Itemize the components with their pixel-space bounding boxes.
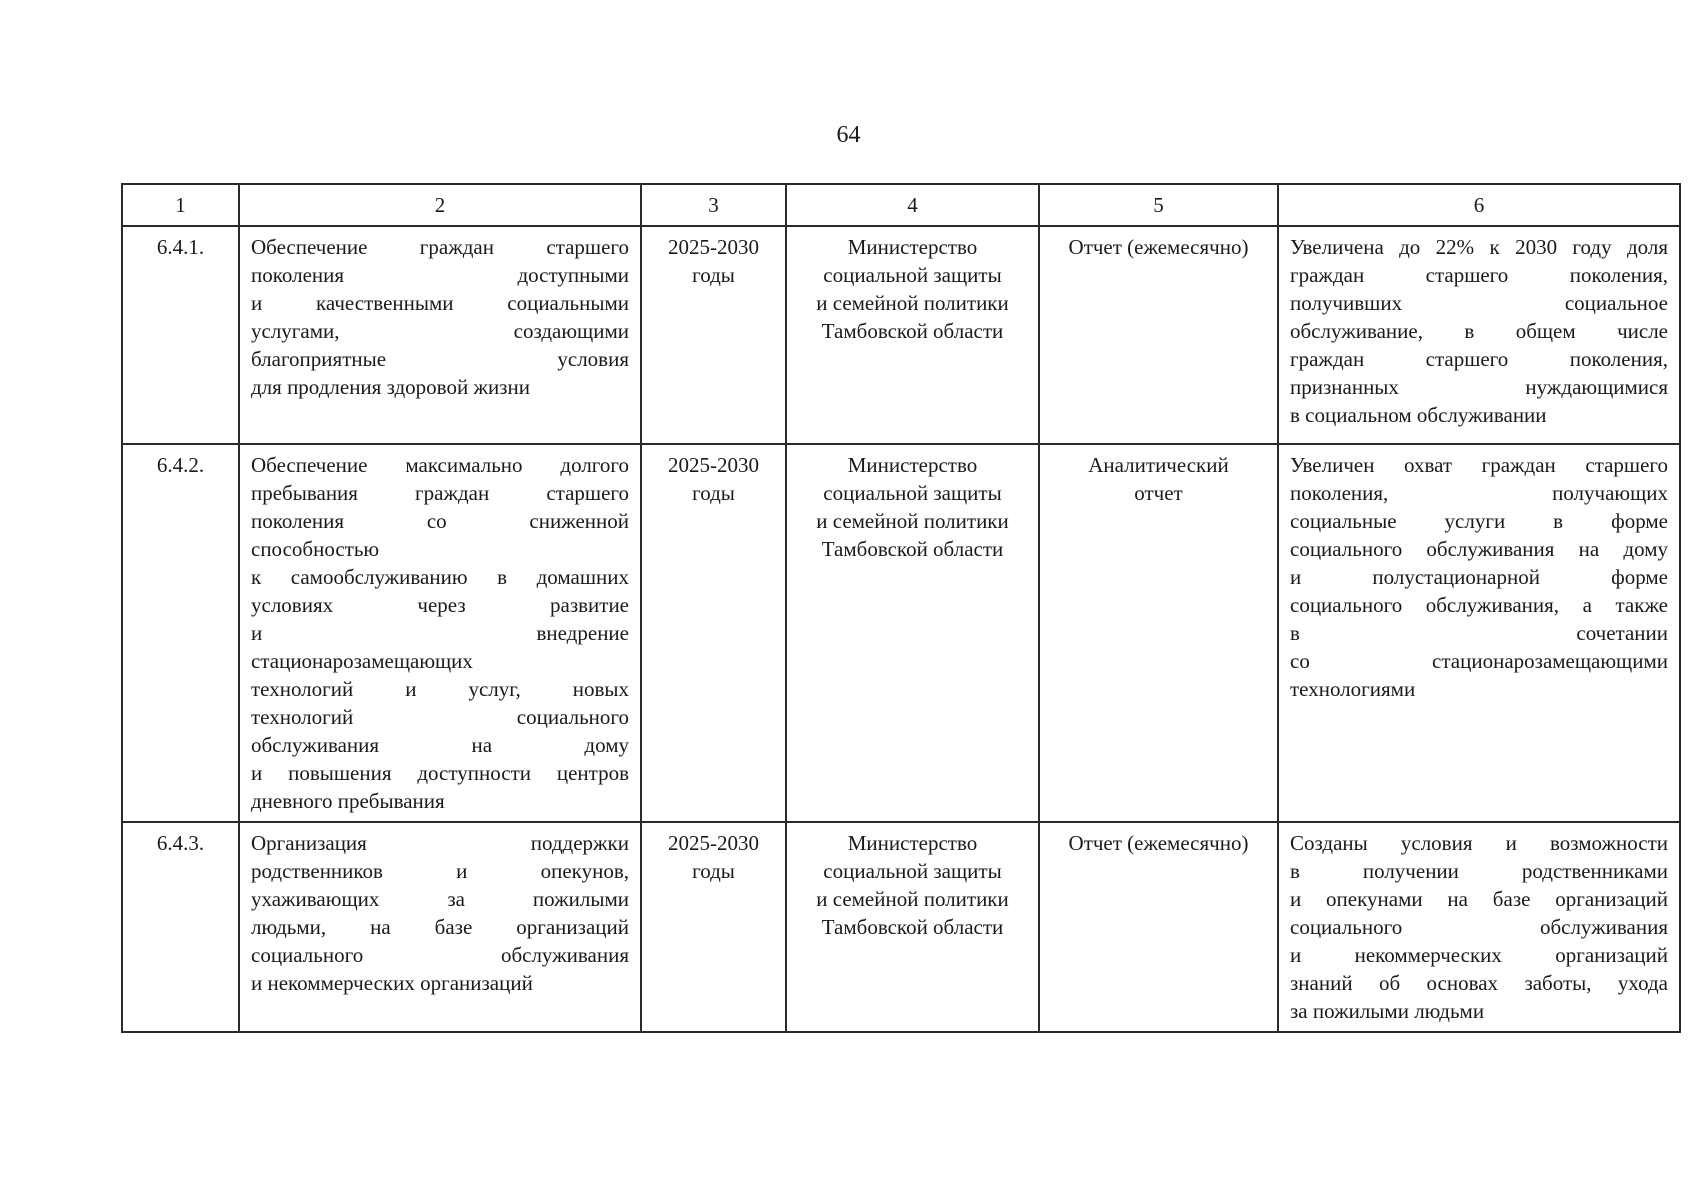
measure-description bbox=[239, 822, 641, 1032]
result-line: и некоммерческих организаций bbox=[1290, 943, 1668, 967]
result-line: знаний об основах заботы, ухода bbox=[1290, 971, 1668, 995]
result-line: за пожилыми людьми bbox=[1290, 999, 1485, 1023]
row-number: 6.4.1. bbox=[122, 226, 239, 444]
report-cell: Отчет (ежемесячно) bbox=[1039, 226, 1278, 444]
responsible-cell bbox=[786, 822, 1039, 1032]
result-line: и опекунами на базе организаций bbox=[1290, 887, 1668, 911]
column-header: 3 bbox=[641, 184, 786, 226]
period-line: годы bbox=[692, 859, 735, 883]
description-line: родственников и опекунов, bbox=[251, 859, 629, 883]
period-line: 2025-2030 bbox=[668, 831, 759, 855]
table-row bbox=[122, 822, 1680, 1032]
description-line: для продления здоровой жизни bbox=[251, 375, 530, 399]
report-cell: Отчет (ежемесячно) bbox=[1039, 822, 1278, 1032]
column-header: 5 bbox=[1039, 184, 1278, 226]
description-line: услугами, создающими bbox=[251, 319, 629, 343]
description-line: и повышения доступности центров bbox=[251, 761, 629, 785]
responsible-line: Министерство bbox=[847, 453, 978, 477]
period-line: 2025-2030 bbox=[668, 453, 759, 477]
result-line: поколения, получающих bbox=[1290, 481, 1668, 505]
result-line: признанных нуждающимися bbox=[1290, 375, 1668, 399]
description-line: благоприятные условия bbox=[251, 347, 629, 371]
responsible-line: Тамбовской области bbox=[821, 537, 1004, 561]
result-line: обслуживание, в общем числе bbox=[1290, 319, 1668, 343]
description-line: и некоммерческих организаций bbox=[251, 971, 533, 995]
result-cell bbox=[1278, 822, 1680, 1032]
report-line: отчет bbox=[1134, 481, 1183, 505]
description-line: и внедрение bbox=[251, 621, 629, 645]
responsible-line: Министерство bbox=[847, 235, 978, 259]
responsible-line: Тамбовской области bbox=[821, 915, 1004, 939]
column-header: 1 bbox=[122, 184, 239, 226]
column-header: 4 bbox=[786, 184, 1039, 226]
result-line: социальные услуги в форме bbox=[1290, 509, 1668, 533]
description-line: стационарозамещающих bbox=[251, 649, 473, 673]
description-line: технологий и услуг, новых bbox=[251, 677, 629, 701]
description-line: пребывания граждан старшего bbox=[251, 481, 629, 505]
result-line: в социальном обслуживании bbox=[1290, 403, 1547, 427]
period-line: 2025-2030 bbox=[668, 235, 759, 259]
result-line: Созданы условия и возможности bbox=[1290, 831, 1668, 855]
description-line: поколения доступными bbox=[251, 263, 629, 287]
description-line: людьми, на базе организаций bbox=[251, 915, 629, 939]
measures-table bbox=[121, 183, 1681, 1033]
column-header: 6 bbox=[1278, 184, 1680, 226]
description-line: технологий социального bbox=[251, 705, 629, 729]
description-line: Организация поддержки bbox=[251, 831, 629, 855]
period-cell bbox=[641, 444, 786, 822]
table-header-row bbox=[122, 184, 1680, 226]
page-number: 64 bbox=[836, 122, 861, 148]
row-number: 6.4.3. bbox=[122, 822, 239, 1032]
responsible-line: Тамбовской области bbox=[821, 319, 1004, 343]
result-line: в получении родственниками bbox=[1290, 859, 1668, 883]
responsible-line: и семейной политики bbox=[816, 887, 1009, 911]
period-line: годы bbox=[692, 263, 735, 287]
description-line: условиях через развитие bbox=[251, 593, 629, 617]
result-line: социального обслуживания на дому bbox=[1290, 537, 1668, 561]
result-line: Увеличена до 22% к 2030 году доля bbox=[1290, 235, 1668, 259]
result-line: социального обслуживания, а также bbox=[1290, 593, 1668, 617]
responsible-line: социальной защиты bbox=[823, 859, 1002, 883]
description-line: поколения со сниженной bbox=[251, 509, 629, 533]
period-line: годы bbox=[692, 481, 735, 505]
result-line: Увеличен охват граждан старшего bbox=[1290, 453, 1668, 477]
report-line: Аналитический bbox=[1088, 453, 1229, 477]
result-line: граждан старшего поколения, bbox=[1290, 263, 1668, 287]
description-line: и качественными социальными bbox=[251, 291, 629, 315]
description-line: обслуживания на дому bbox=[251, 733, 629, 757]
result-cell bbox=[1278, 226, 1680, 444]
row-number: 6.4.2. bbox=[122, 444, 239, 822]
table-row bbox=[122, 444, 1680, 822]
report-cell bbox=[1039, 444, 1278, 822]
description-line: способностью bbox=[251, 537, 380, 561]
responsible-line: социальной защиты bbox=[823, 481, 1002, 505]
result-cell bbox=[1278, 444, 1680, 822]
result-line: и полустационарной форме bbox=[1290, 565, 1668, 589]
column-header: 2 bbox=[239, 184, 641, 226]
result-line: получивших социальное bbox=[1290, 291, 1668, 315]
result-line: социального обслуживания bbox=[1290, 915, 1668, 939]
result-line: технологиями bbox=[1290, 677, 1416, 701]
result-line: в сочетании bbox=[1290, 621, 1668, 645]
measure-description bbox=[239, 444, 641, 822]
description-line: ухаживающих за пожилыми bbox=[251, 887, 629, 911]
period-cell bbox=[641, 226, 786, 444]
responsible-cell bbox=[786, 444, 1039, 822]
responsible-line: и семейной политики bbox=[816, 291, 1009, 315]
measure-description bbox=[239, 226, 641, 444]
table-row bbox=[122, 226, 1680, 444]
result-line: со стационарозамещающими bbox=[1290, 649, 1668, 673]
description-line: к самообслуживанию в домашних bbox=[251, 565, 629, 589]
result-line: граждан старшего поколения, bbox=[1290, 347, 1668, 371]
responsible-line: Министерство bbox=[847, 831, 978, 855]
responsible-line: социальной защиты bbox=[823, 263, 1002, 287]
period-cell bbox=[641, 822, 786, 1032]
responsible-line: и семейной политики bbox=[816, 509, 1009, 533]
description-line: Обеспечение максимально долгого bbox=[251, 453, 629, 477]
responsible-cell bbox=[786, 226, 1039, 444]
description-line: дневного пребывания bbox=[251, 789, 445, 813]
description-line: социального обслуживания bbox=[251, 943, 629, 967]
description-line: Обеспечение граждан старшего bbox=[251, 235, 629, 259]
